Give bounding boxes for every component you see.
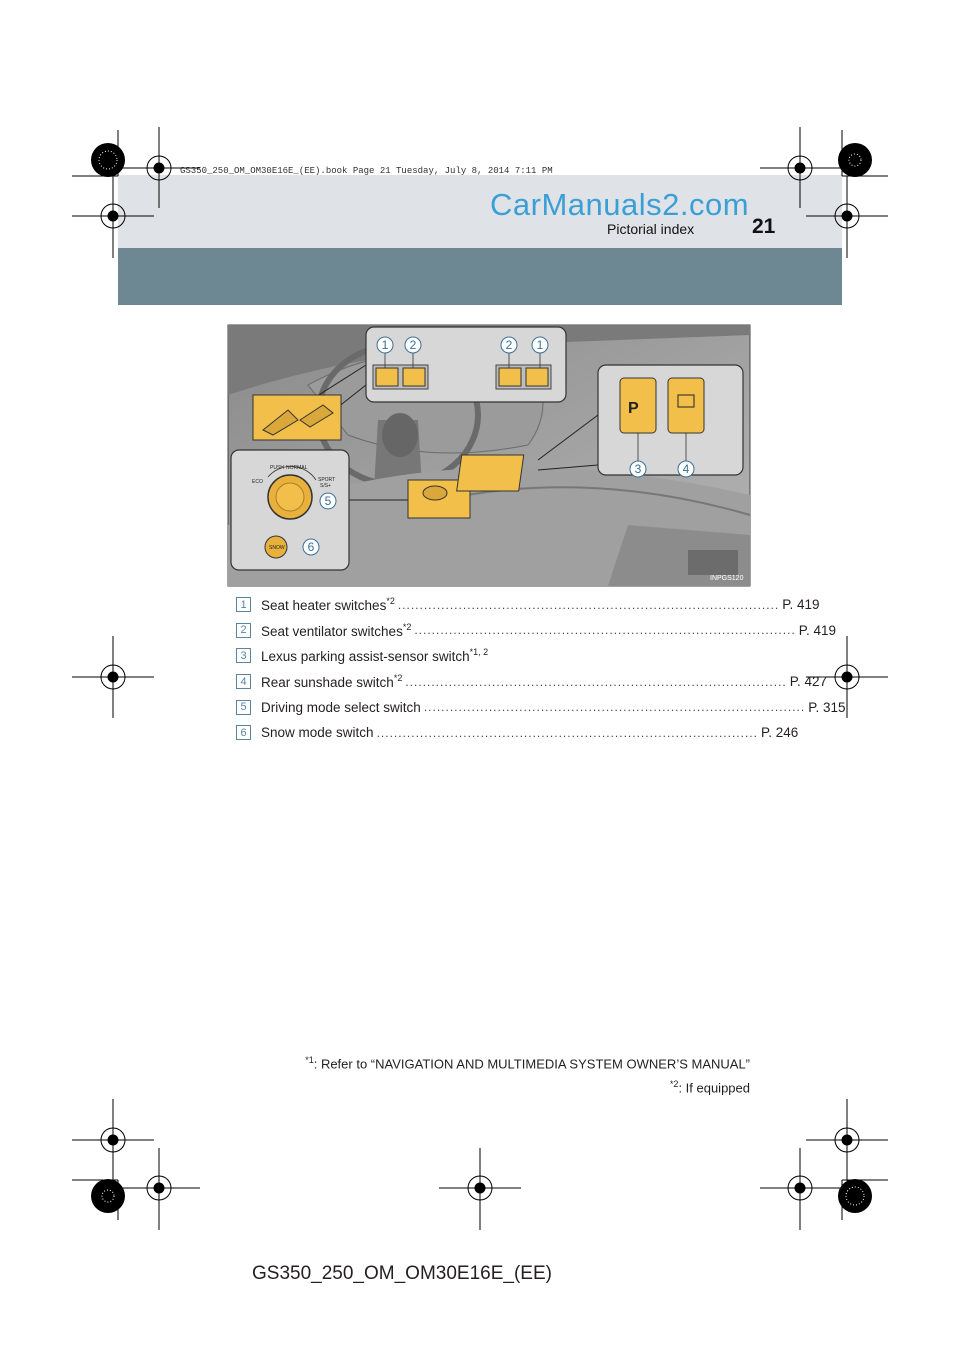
starburst-mark xyxy=(91,143,125,177)
document-id: GS350_250_OM_OM30E16E_(EE) xyxy=(252,1263,552,1284)
item-label: Snow mode switch xyxy=(261,725,374,741)
crosshair-mark xyxy=(118,127,200,208)
interior-illustration xyxy=(228,325,750,586)
list-item xyxy=(236,669,828,695)
svg-text:2: 2 xyxy=(409,338,417,352)
crosshair-mark xyxy=(760,1148,842,1230)
item-footnote-ref: *1, 2 xyxy=(469,647,489,658)
list-item xyxy=(236,694,846,720)
dial-sport-mode-label: S/S+ xyxy=(320,483,331,489)
starburst-mark xyxy=(838,143,872,177)
pictorial-index-list xyxy=(236,592,846,746)
item-number: 4 xyxy=(236,674,251,689)
item-number: 2 xyxy=(236,623,251,638)
item-label: Rear sunshade switch xyxy=(261,675,394,691)
footnote-2 xyxy=(670,1079,750,1095)
item-label: Seat heater switches xyxy=(261,598,387,614)
leader-dots: ........................................................................................ xyxy=(397,597,780,612)
list-item xyxy=(236,720,799,746)
snow-switch-label: SNOW xyxy=(269,545,285,551)
footnote-text: : If equipped xyxy=(678,1080,750,1096)
footnote-text: : Refer to “NAVIGATION AND MULTIMEDIA SYSTEM OWNER’S MANUAL” xyxy=(313,1056,750,1072)
starburst-mark xyxy=(838,1179,872,1213)
item-number: 5 xyxy=(236,700,251,715)
svg-text:5: 5 xyxy=(324,494,332,508)
item-page-ref: P. 246 xyxy=(760,725,799,741)
footnote-mark: *1 xyxy=(305,1055,314,1065)
callout-3 xyxy=(630,461,646,477)
callout-4 xyxy=(678,461,694,477)
crosshair-mark xyxy=(806,176,888,258)
crosshair-mark xyxy=(72,636,154,718)
svg-text:6: 6 xyxy=(307,540,315,554)
svg-text:P: P xyxy=(628,400,639,417)
crosshair-mark xyxy=(439,1148,521,1230)
leader-dots: ........................................................................................ xyxy=(414,623,796,638)
leader-dots: ........................................................................................ xyxy=(405,674,787,689)
item-footnote-ref: *2 xyxy=(386,596,395,607)
dial-push-label: PUSH xyxy=(270,465,284,471)
callout-1 xyxy=(377,337,393,353)
callout-2 xyxy=(405,337,421,353)
item-label: Lexus parking assist-sensor switch xyxy=(261,649,470,665)
starburst-mark xyxy=(91,1179,125,1213)
illustration-code: INPGS120 xyxy=(710,575,744,582)
item-number: 3 xyxy=(236,648,251,663)
callout-2 xyxy=(501,337,517,353)
crosshair-mark xyxy=(118,1148,200,1230)
item-label: Seat ventilator switches xyxy=(261,623,403,639)
section-title: Pictorial index xyxy=(607,221,695,237)
crosshair-mark xyxy=(760,127,842,208)
svg-text:1: 1 xyxy=(381,338,389,352)
footnote-mark: *2 xyxy=(669,1079,679,1089)
list-item xyxy=(236,592,820,618)
item-label: Driving mode select switch xyxy=(261,699,421,715)
dial-sport-label: SPORT xyxy=(318,477,336,483)
item-number: 6 xyxy=(236,725,251,740)
item-number: 1 xyxy=(236,597,251,612)
list-item xyxy=(236,618,837,644)
footnote-1 xyxy=(305,1055,750,1071)
callout-6 xyxy=(303,539,319,555)
book-info-line: GS350_250_OM_OM30E16E_(EE).book Page 21 Tuesday, July 8, 2014 7:11 PM xyxy=(180,166,553,176)
item-page-ref: P. 427 xyxy=(789,674,828,690)
item-page-ref: P. 419 xyxy=(798,622,837,638)
crosshair-mark xyxy=(806,1099,888,1181)
item-footnote-ref: *2 xyxy=(393,673,403,684)
crosshair-mark xyxy=(72,176,154,258)
svg-text:2: 2 xyxy=(505,338,513,352)
watermark: CarManuals2.com xyxy=(490,187,750,222)
dial-eco-label: ECO xyxy=(252,479,263,485)
svg-text:4: 4 xyxy=(682,462,690,476)
leader-dots: ........................................................................................ xyxy=(423,700,806,715)
svg-text:3: 3 xyxy=(634,462,642,476)
list-item xyxy=(236,643,752,669)
dial-normal-label: NORMAL xyxy=(286,465,308,471)
svg-text:1: 1 xyxy=(536,338,544,352)
crosshair-mark xyxy=(72,1099,154,1181)
item-page-ref: P. 419 xyxy=(782,597,820,613)
page-number: 21 xyxy=(752,215,776,238)
callout-5 xyxy=(320,493,336,509)
leader-dots: ........................................................................................ xyxy=(376,725,758,740)
item-page-ref: P. 315 xyxy=(808,699,846,715)
item-footnote-ref: *2 xyxy=(402,621,412,632)
callout-1 xyxy=(532,337,548,353)
